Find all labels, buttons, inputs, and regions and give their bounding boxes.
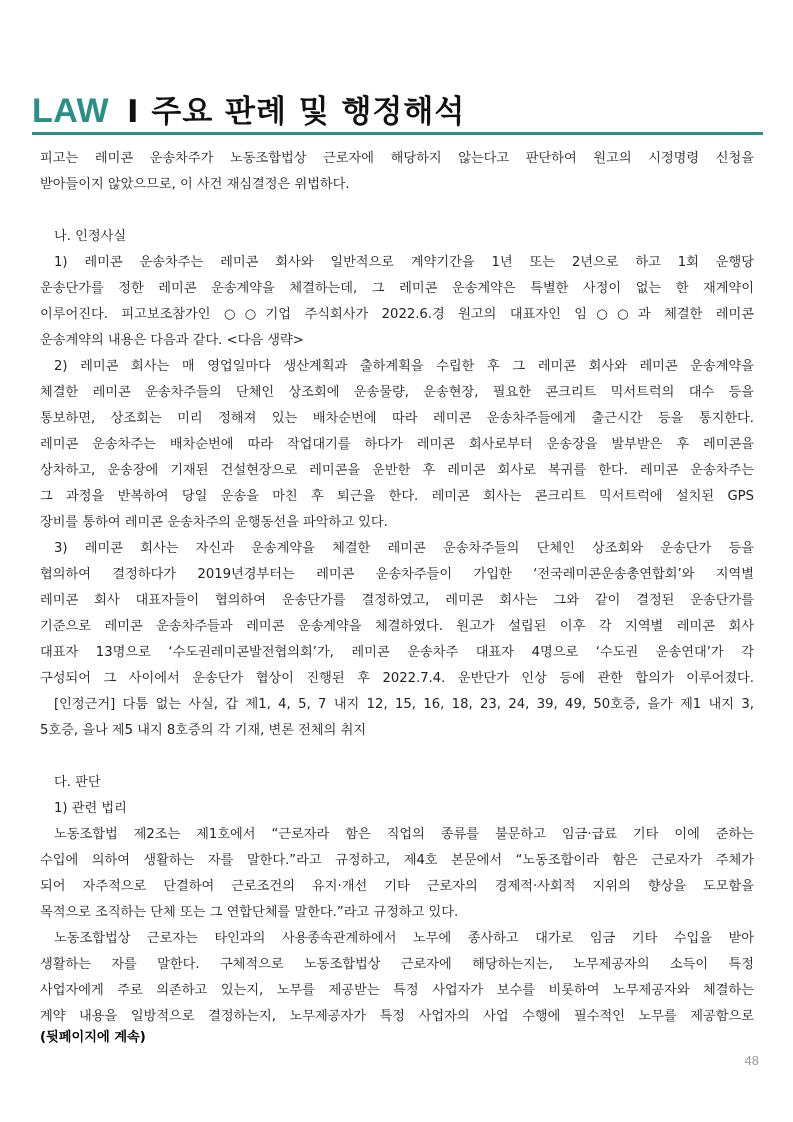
body-line: 레미콘 운송차주는 배차순번에 따라 작업대기를 하다가 레미콘 회사로부터 운송장을 발부받은 후 레미콘을 <box>40 437 754 452</box>
body-line: 이루어진다. 피고보조참가인 ○○기업 주식회사가 2022.6.경 원고의 대표자인 임○○과 체결한 레미콘 <box>40 307 754 322</box>
body-line: 상차하고, 운송장에 기재된 건설현장으로 레미콘을 운반한 후 레미콘 회사로 복귀를 한다. 레미콘 운송차주는 <box>40 463 754 478</box>
law-section-label: LAW <box>32 92 110 130</box>
body-line: 노동조합법상 근로자는 타인과의 사용종속관계하에서 노무에 종사하고 대가로 임금 기타 수입을 받아 <box>54 931 754 946</box>
blank-line <box>40 198 754 224</box>
body-line: 수입에 의하여 생활하는 자를 말한다.”라고 규정하고, 제4호 본문에서 “노동조합이라 함은 근로자가 주체가 <box>40 853 754 868</box>
body-line: 피고는 레미콘 운송차주가 노동조합법상 근로자에 해당하지 않는다고 판단하여 원고의 시정명령 신청을 <box>40 151 754 166</box>
body-line: 그 과정을 반복하여 당일 운송을 마친 후 퇴근을 한다. 레미콘 회사는 콘크리트 믹서트럭에 설치된 GPS <box>40 489 754 504</box>
section-heading: 나. 인정사실 <box>54 229 127 244</box>
body-line: 운송계약의 내용은 다음과 같다. <다음 생략> <box>40 333 304 348</box>
body-line: 노동조합법 제2조는 제1호에서 “근로자라 함은 직업의 종류를 불문하고 임금·급료 기타 이에 준하는 <box>54 827 754 842</box>
body-line: 협의하여 결정하다가 2019년경부터는 레미콘 운송차주들이 가입한 ‘전국레미콘운송총연합회’와 지역별 <box>40 567 754 582</box>
body-line: 레미콘 회사 대표자들이 협의하여 운송단가를 결정하였고, 레미콘 회사는 그와 같이 결정된 운송단가를 <box>40 593 754 608</box>
body-line: 5호증, 을나 제5 내지 8호증의 각 기재, 변론 전체의 취지 <box>40 723 367 738</box>
page-title: I 주요 판례 및 행정해석 <box>127 94 466 130</box>
document-body <box>40 146 754 1050</box>
body-line: 생활하는 자를 말한다. 구체적으로 노동조합법상 근로자에 해당하는지는, 노무제공자의 소득이 특정 <box>40 957 754 972</box>
body-line: 계약 내용을 일방적으로 결정하는지, 노무제공자가 특정 사업자의 사업 수행에 필수적인 노무를 제공함으로 <box>40 1009 754 1024</box>
body-line: 사업자에게 주로 의존하고 있는지, 노무를 제공받는 특정 사업자가 보수를 비롯하여 노무제공자와 체결하는 <box>40 983 754 998</box>
body-line: 1) 레미콘 운송차주는 레미콘 회사와 일반적으로 계약기간을 1년 또는 2년으로 하고 1회 운행당 <box>54 255 754 270</box>
body-line: 장비를 통하여 레미콘 운송차주의 운행동선을 파악하고 있다. <box>40 515 388 530</box>
body-line: [인정근거] 다툼 없는 사실, 갑 제1, 4, 5, 7 내지 12, 15, 16, 18, 23, 24, 39, 49, 50호증, 을가 제1 내지 3, <box>54 697 754 712</box>
body-line: 구성되어 그 사이에서 운송단가 협상이 진행된 후 2022.7.4. 운반단가 인상 등에 관한 합의가 이루어졌다. <box>40 671 754 686</box>
body-line: 목적으로 조직하는 단체 또는 그 연합단체를 말한다.”라고 규정하고 있다. <box>40 905 459 920</box>
body-line: 기준으로 레미콘 운송차주들과 레미콘 운송계약을 체결하였다. 원고가 설립된 이후 각 지역별 레미콘 회사 <box>40 619 754 634</box>
body-line: 2) 레미콘 회사는 매 영업일마다 생산계획과 출하계획을 수립한 후 그 레미콘 회사와 레미콘 운송계약을 <box>54 359 754 374</box>
body-line: 3) 레미콘 회사는 자신과 운송계약을 체결한 레미콘 운송차주들의 단체인 상조회와 운송단가 등을 <box>54 541 754 556</box>
body-line: 대표자 13명으로 ‘수도권레미콘발전협의회’가, 레미콘 운송차주 대표자 4명으로 ‘수도권 운송연대’가 각 <box>40 645 754 660</box>
body-line: 되어 자주적으로 단결하여 근로조건의 유지·개선 기타 근로자의 경제적·사회적 지위의 향상을 도모함을 <box>40 879 754 894</box>
body-line: 통보하면, 상조회는 미리 정해져 있는 배차순번에 따라 레미콘 운송차주들에게 출근시간 등을 통지한다. <box>40 411 754 426</box>
body-line: 받아들이지 않았으므로, 이 사건 재심결정은 위법하다. <box>40 177 350 192</box>
body-line: 체결한 레미콘 운송차주들의 단체인 상조회에 운송물량, 운송현장, 필요한 콘크리트 믹서트럭의 대수 등을 <box>40 385 754 400</box>
subsection-heading: 1) 관련 법리 <box>54 801 127 816</box>
body-line: 운송단가를 정한 레미콘 운송계약을 체결하는데, 그 레미콘 운송계약은 특별한 사정이 없는 한 재계약이 <box>40 281 754 296</box>
page-header <box>32 86 762 131</box>
blank-line <box>40 744 754 770</box>
page-number: 48 <box>744 1053 759 1068</box>
section-heading: 다. 판단 <box>54 775 101 790</box>
header-divider <box>32 132 763 135</box>
continued-note: (뒷페이지에 계속) <box>40 1030 146 1045</box>
